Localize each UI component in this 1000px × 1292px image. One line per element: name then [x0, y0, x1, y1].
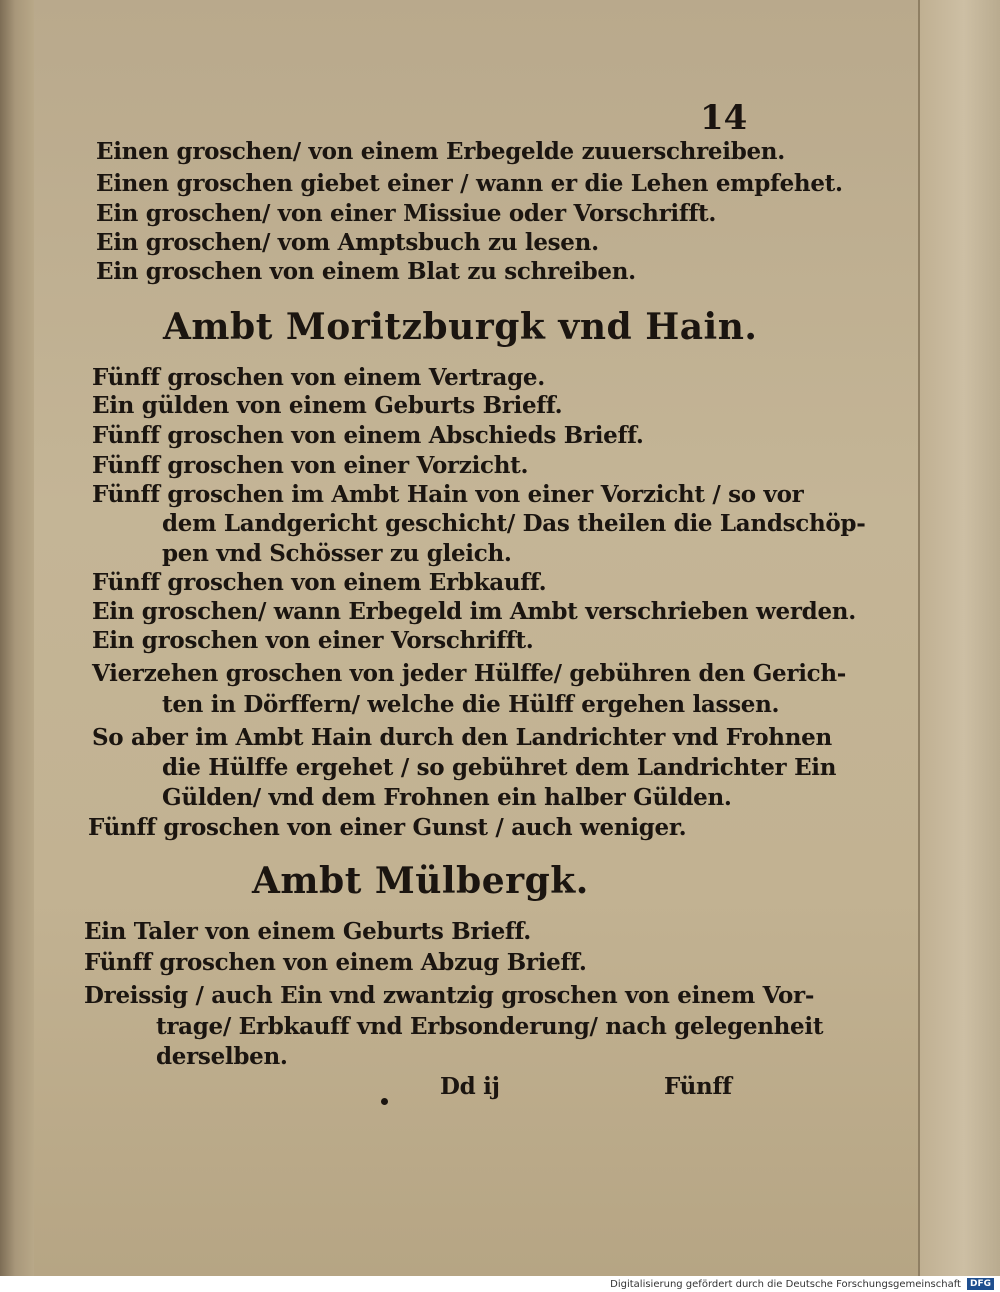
- text-line: Ein groschen von einer Vorschrifft.: [92, 627, 534, 654]
- text-line: Fünff groschen von einer Vorzicht.: [92, 452, 529, 479]
- page-number: 14: [700, 98, 748, 138]
- signature-mark: Dd ij: [440, 1073, 500, 1100]
- text-line: Ein groschen/ von einer Missiue oder Vorschrifft.: [96, 200, 717, 227]
- text-line: dem Landgericht geschicht/ Das theilen die Landschöp-: [162, 510, 866, 537]
- funding-credit: Digitalisierung gefördert durch die Deutsche Forschungsgemeinschaft: [610, 1278, 961, 1290]
- text-line: trage/ Erbkauff vnd Erbsonderung/ nach gelegenheit: [156, 1013, 824, 1040]
- text-line: pen vnd Schösser zu gleich.: [162, 540, 512, 567]
- text-line: Ein groschen von einem Blat zu schreiben.: [96, 258, 636, 285]
- text-line: So aber im Ambt Hain durch den Landrichter vnd Frohnen: [92, 724, 832, 751]
- dfg-logo: DFG: [967, 1278, 994, 1290]
- text-line: ten in Dörffern/ welche die Hülff ergehen lassen.: [162, 691, 780, 718]
- text-line: Dreissig / auch Ein vnd zwantzig groschen von einem Vor-: [84, 982, 815, 1009]
- ink-dot: [381, 1098, 388, 1105]
- text-line: Einen groschen/ von einem Erbegelde zuuerschreiben.: [96, 138, 785, 165]
- text-line: Fünff groschen von einem Abzug Brieff.: [84, 949, 587, 976]
- text-line: Fünff groschen von einem Abschieds Brieff.: [92, 422, 644, 449]
- text-line: Ein gülden von einem Geburts Brieff.: [92, 392, 563, 419]
- text-line: Vierzehen groschen von jeder Hülffe/ gebühren den Gerich-: [92, 660, 847, 687]
- section-heading: Ambt Mülbergk.: [252, 860, 589, 902]
- text-line: Ein groschen/ wann Erbegeld im Ambt verschrieben werden.: [92, 598, 856, 625]
- text-line: Fünff groschen von einer Gunst / auch weniger.: [88, 814, 687, 841]
- binding-edge: [0, 0, 34, 1276]
- catchword: Fünff: [664, 1073, 732, 1100]
- text-line: Einen groschen giebet einer / wann er die Lehen empfehet.: [96, 170, 843, 197]
- text-line: die Hülffe ergehet / so gebühret dem Landrichter Ein: [162, 754, 837, 781]
- text-line: Ein Taler von einem Geburts Brieff.: [84, 918, 531, 945]
- text-line: Fünff groschen von einem Erbkauff.: [92, 569, 547, 596]
- text-line: Gülden/ vnd dem Frohnen ein halber Gülden.: [162, 784, 732, 811]
- section-heading: Ambt Moritzburgk vnd Hain.: [163, 306, 758, 348]
- text-line: Fünff groschen von einem Vertrage.: [92, 364, 545, 391]
- text-line: Ein groschen/ vom Amptsbuch zu lesen.: [96, 229, 599, 256]
- text-line: derselben.: [156, 1043, 288, 1070]
- text-line: Fünff groschen im Ambt Hain von einer Vorzicht / so vor: [92, 481, 804, 508]
- page-edge: [918, 0, 1000, 1276]
- footer-bar: [0, 1276, 1000, 1292]
